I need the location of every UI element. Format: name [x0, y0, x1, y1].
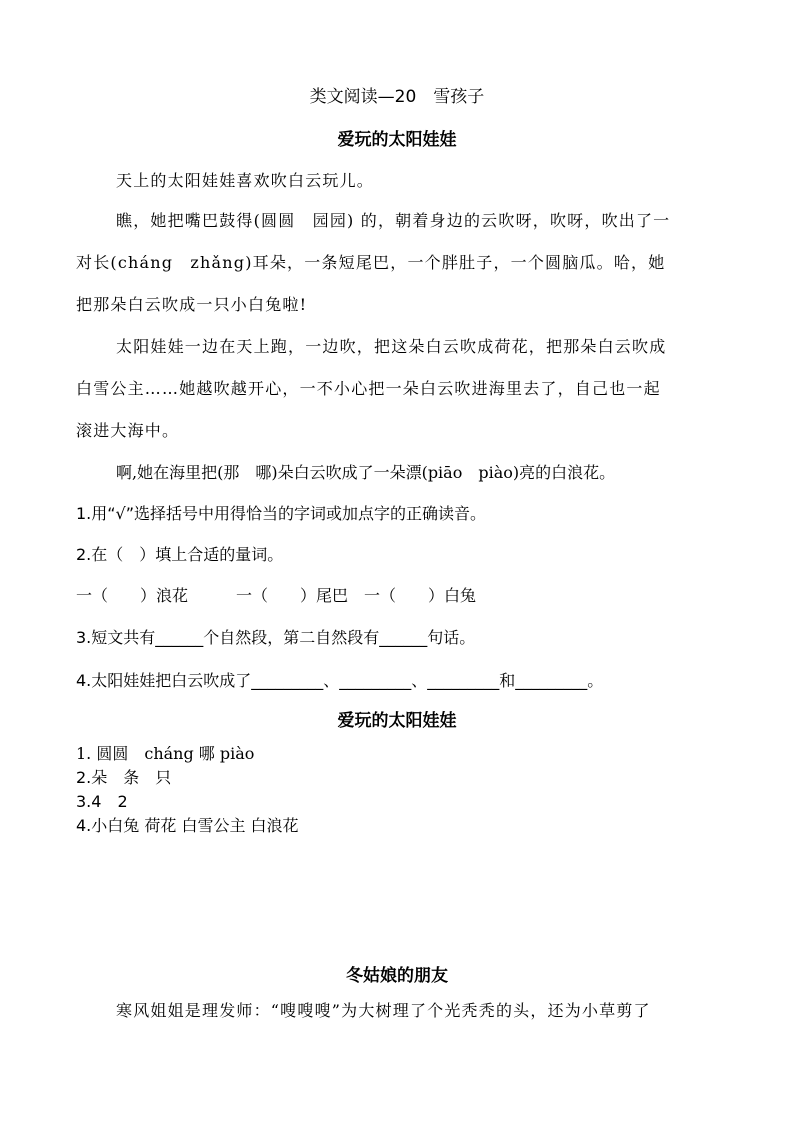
question-1: 1.用“√”选择括号中用得恰当的字词或加点字的正确读音。 [76, 504, 487, 523]
answer-line: 3.4 2 [76, 792, 128, 811]
passage-line: 太阳娃娃一边在天上跑，一边吹，把这朵白云吹成荷花，把那朵白云吹成 [116, 337, 667, 356]
question-2: 2.在（ ）填上合适的量词。 [76, 545, 284, 564]
passage-line: 把那朵白云吹成一只小白兔啦! [76, 295, 308, 314]
passage-line: 寒风姐姐是理发师：“嗖嗖嗖”为大树理了个光秃秃的头，还为小草剪了 [116, 1001, 651, 1020]
answer-line: 2.朵 条 只 [76, 768, 172, 787]
answer-line: 1. 圆圆 cháng 哪 piào [76, 744, 255, 763]
passage-line: 滚进大海中。 [76, 421, 180, 440]
passage-title: 爱玩的太阳娃娃 [337, 130, 457, 150]
passage-title: 冬姑娘的朋友 [346, 966, 448, 986]
passage-line: 啊,她在海里把(那 哪)朵白云吹成了一朵漂(piāo piào)亮的白浪花。 [116, 463, 616, 482]
answer-line: 4.小白兔 荷花 白雪公主 白浪花 [76, 816, 299, 835]
passage-line: 白雪公主……她越吹越开心，一不小心把一朵白云吹进海里去了，自己也一起 [76, 379, 661, 398]
passage-line: 对长(cháng zhǎng)耳朵，一条短尾巴，一个胖肚子，一个圆脑瓜。哈，她 [76, 253, 666, 272]
question-3: 3.短文共有______个自然段，第二自然段有______句话。 [76, 628, 476, 647]
question-2-blanks: 一（ ）浪花 一（ ）尾巴 一（ ）白兔 [76, 586, 477, 605]
passage-line: 瞧，她把嘴巴鼓得(圆圆 园园) 的，朝着身边的云吹呀，吹呀，吹出了一 [116, 211, 671, 230]
answer-section-title: 爱玩的太阳娃娃 [337, 711, 457, 731]
question-4: 4.太阳娃娃把白云吹成了_________、_________、_________和_________。 [76, 671, 604, 690]
document-title: 类文阅读—20 雪孩子 [309, 87, 485, 107]
passage-line: 天上的太阳娃娃喜欢吹白云玩儿。 [116, 171, 375, 190]
